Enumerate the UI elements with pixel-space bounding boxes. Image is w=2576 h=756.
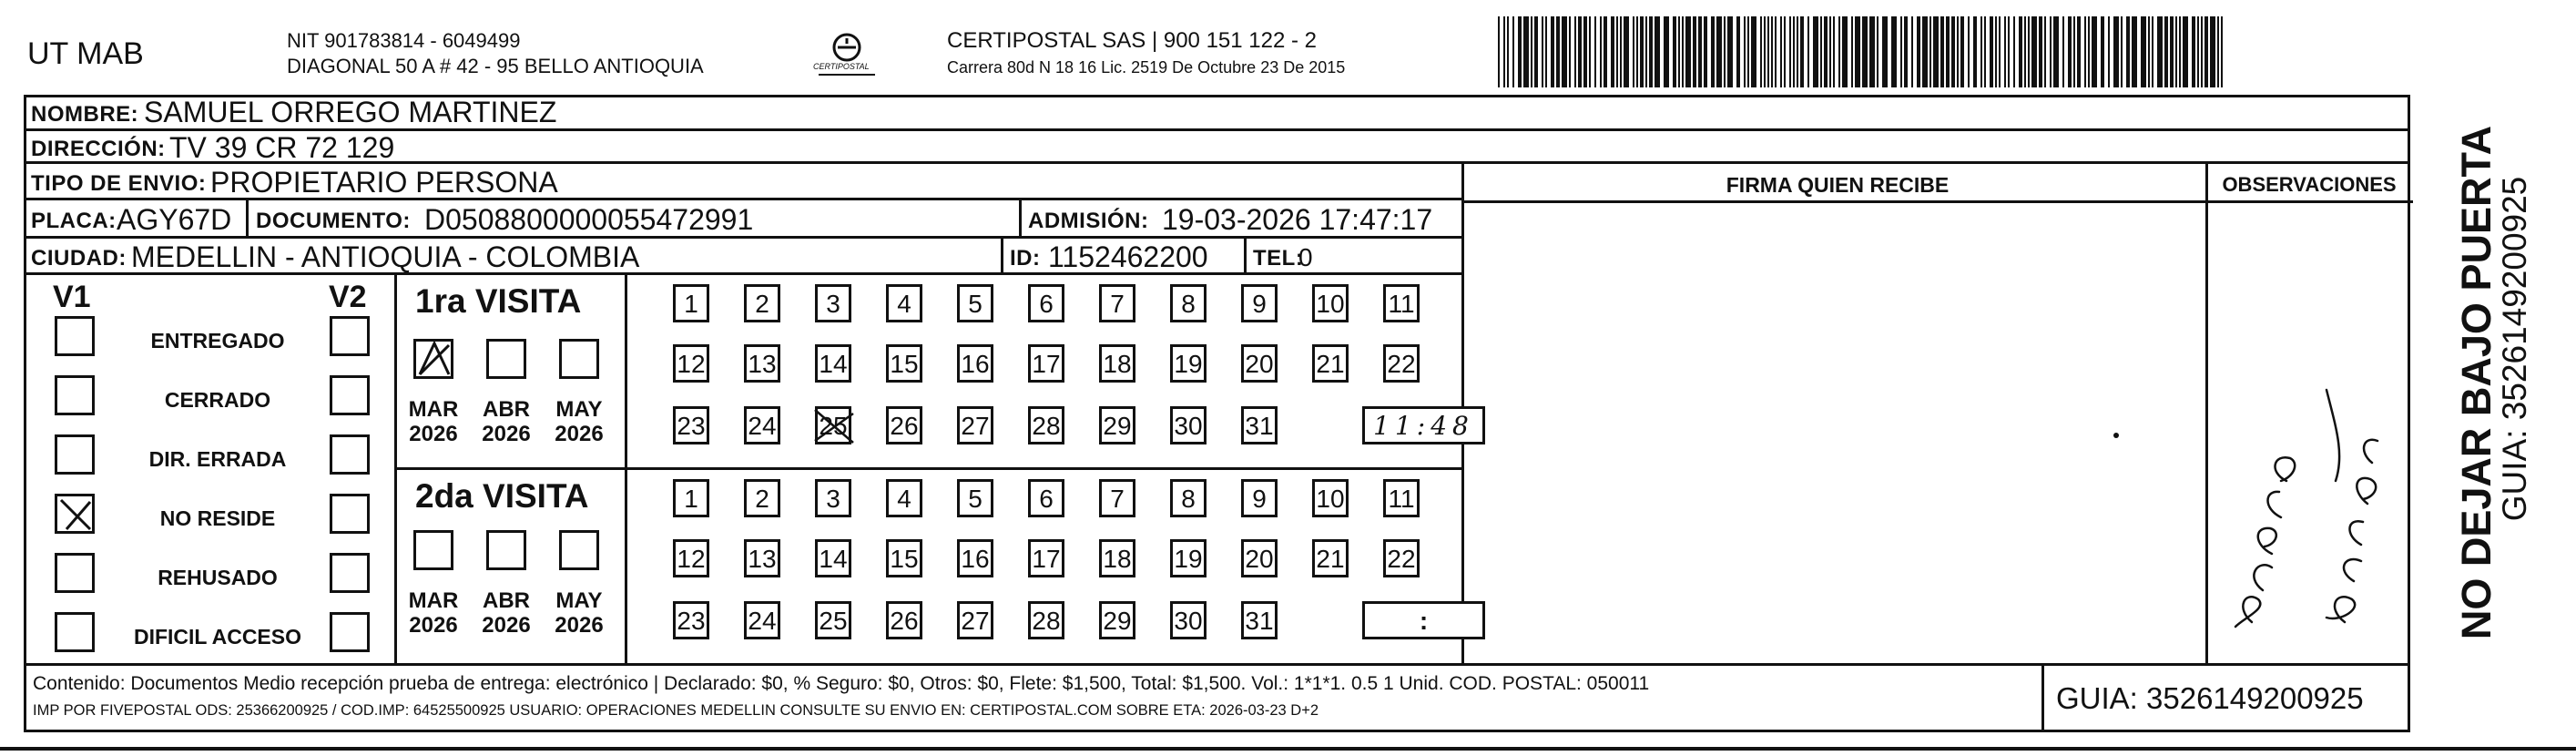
day-box[interactable]: 16 xyxy=(957,344,993,383)
day-box[interactable]: 5 xyxy=(957,284,993,322)
barcode-bar xyxy=(2192,16,2195,87)
sender-name: UT MAB xyxy=(27,36,144,71)
placa-value: AGY67D xyxy=(117,203,232,236)
v1-label: V1 xyxy=(53,280,91,314)
day-box[interactable]: 26 xyxy=(886,406,922,444)
barcode-bar xyxy=(1589,16,1591,87)
day-box[interactable]: 10 xyxy=(1312,479,1349,517)
barcode-bar xyxy=(1556,16,1560,87)
barcode-bar xyxy=(1813,16,1818,87)
day-box[interactable]: 20 xyxy=(1241,539,1278,577)
day-box[interactable]: 21 xyxy=(1312,344,1349,383)
day-box[interactable]: 4 xyxy=(886,284,922,322)
admision-label: ADMISIÓN: xyxy=(1028,209,1149,233)
barcode-bar xyxy=(1891,16,1897,87)
status-option-label: REHUSADO xyxy=(158,566,278,589)
barcode-bar xyxy=(2050,16,2052,87)
barcode-bar xyxy=(1968,16,1970,87)
barcode-bar xyxy=(2039,16,2042,87)
barcode-bar xyxy=(1767,16,1769,87)
barcode-bar xyxy=(1999,16,2001,87)
barcode-bar xyxy=(2108,16,2110,87)
barcode-bar xyxy=(2179,16,2181,87)
footer-guia: GUIA: 3526149200925 xyxy=(2056,681,2364,715)
barcode-bar xyxy=(2175,16,2177,87)
barcode-bar xyxy=(1929,16,1931,87)
barcode-bar xyxy=(1649,16,1653,87)
barcode-bar xyxy=(1838,16,1840,87)
footer-line2: IMP POR FIVEPOSTAL ODS: 25366200925 / COD.IMP: 64525500925 USUARIO: OPERACIONES MEDELLIN CONSULTE SU ENVIO EN: CERTIPOSTAL.COM SOBRE ETA: 2026-03-23 D+2 xyxy=(33,702,1319,719)
barcode-bar xyxy=(1512,16,1514,87)
barcode-bar xyxy=(1855,16,1860,87)
company-name: CERTIPOSTAL SAS | 900 151 122 - 2 xyxy=(947,28,1317,53)
month-checkbox[interactable] xyxy=(413,339,453,379)
barcode-bar xyxy=(1551,16,1554,87)
barcode-bar xyxy=(1678,16,1680,87)
day-box[interactable]: 25 xyxy=(815,601,851,639)
barcode-bar xyxy=(1616,16,1618,87)
sender-nit: NIT 901783814 - 6049499 xyxy=(287,29,521,52)
barcode-bar xyxy=(1716,16,1722,87)
handwritten-signature-icon xyxy=(2208,208,2408,645)
month-label: MAR xyxy=(408,397,459,422)
day-box[interactable]: 3 xyxy=(815,284,851,322)
year-label: 2026 xyxy=(482,613,531,638)
day-box[interactable]: 31 xyxy=(1241,406,1278,444)
day-box[interactable]: 12 xyxy=(673,344,709,383)
barcode-bar xyxy=(2088,16,2090,87)
barcode-bar xyxy=(1523,16,1529,87)
observaciones-divider xyxy=(2208,200,2413,203)
row-tipo xyxy=(24,164,1461,200)
barcode-bar xyxy=(1724,16,1726,87)
direccion-label: DIRECCIÓN: xyxy=(31,137,166,161)
checkmark-icon xyxy=(57,496,94,533)
barcode-bar xyxy=(2024,16,2026,87)
day-box[interactable]: 5 xyxy=(957,479,993,517)
nombre-value: SAMUEL ORREGO MARTINEZ xyxy=(144,96,557,128)
tipo-value: PROPIETARIO PERSONA xyxy=(210,166,558,199)
barcode-bar xyxy=(1747,16,1749,87)
visit-second-divider xyxy=(625,470,627,663)
day-box[interactable]: 22 xyxy=(1383,344,1420,383)
day-box[interactable]: 2 xyxy=(744,284,780,322)
barcode-bar xyxy=(1727,16,1733,87)
barcode-bar xyxy=(1911,16,1913,87)
ciudad-label: CIUDAD: xyxy=(31,246,127,271)
barcode-bar xyxy=(1636,16,1638,87)
barcode-bar xyxy=(1793,16,1795,87)
day-box[interactable]: 28 xyxy=(1028,601,1064,639)
day-box[interactable]: 1 xyxy=(673,284,709,322)
visit-second xyxy=(397,470,1461,663)
day-box[interactable]: 21 xyxy=(1312,539,1349,577)
barcode-bar xyxy=(2053,16,2059,87)
row-nombre xyxy=(24,95,2410,131)
v2-checkbox[interactable] xyxy=(330,553,370,593)
barcode-bar xyxy=(1922,16,1928,87)
month-checkbox[interactable] xyxy=(413,530,453,570)
barcode-bar xyxy=(1633,16,1634,87)
row-direccion xyxy=(24,131,2410,164)
barcode-bar xyxy=(1574,16,1576,87)
day-box[interactable]: 12 xyxy=(673,539,709,577)
v1-checkbox[interactable] xyxy=(55,434,95,475)
day-box[interactable]: 23 xyxy=(673,406,709,444)
day-box[interactable]: 30 xyxy=(1170,601,1207,639)
barcode-bar xyxy=(1640,16,1644,87)
barcode-bar xyxy=(2183,16,2188,87)
barcode-bar xyxy=(1940,16,1944,87)
barcode-bar xyxy=(2019,16,2022,87)
logo-icon xyxy=(806,27,888,82)
tipo-label: TIPO DE ENVIO: xyxy=(31,171,207,196)
day-box[interactable]: 26 xyxy=(886,601,922,639)
month-label: MAY xyxy=(555,588,603,613)
status-option-label: CERRADO xyxy=(164,388,271,412)
barcode-bar xyxy=(1904,16,1908,87)
footer-line1: Contenido: Documentos Medio recepción prueba de entrega: electrónico | Declarado: $0, % Seguro: $0, Otros: $0, Flete: $1,500, Total: $1,500. Vol.: 1*1*1. 0.5 1 Unid. COD. POSTAL: 050011 xyxy=(33,673,1650,694)
status-option-label: ENTREGADO xyxy=(150,329,285,352)
barcode-bar xyxy=(1583,16,1587,87)
barcode-bar xyxy=(2062,16,2064,87)
month-checkbox[interactable] xyxy=(559,339,599,379)
barcode-bar xyxy=(1620,16,1622,87)
barcode-bar xyxy=(2217,16,2219,87)
day-box[interactable]: 6 xyxy=(1028,284,1064,322)
day-box[interactable]: 8 xyxy=(1170,479,1207,517)
v1-checkbox[interactable] xyxy=(55,553,95,593)
v2-checkbox[interactable] xyxy=(330,375,370,415)
barcode-bar xyxy=(2028,16,2030,87)
barcode-bar xyxy=(1594,16,1596,87)
day-box[interactable]: 24 xyxy=(744,406,780,444)
day-box[interactable]: 15 xyxy=(886,539,922,577)
barcode-bar xyxy=(1518,16,1522,87)
barcode-bar xyxy=(1800,16,1804,87)
v1-checkbox[interactable] xyxy=(55,375,95,415)
barcode-bar xyxy=(1503,16,1505,87)
v1-checkbox[interactable] xyxy=(55,612,95,652)
barcode-bar xyxy=(1736,16,1740,87)
day-box[interactable]: 22 xyxy=(1383,539,1420,577)
no-dejar-text: NO DEJAR BAJO PUERTA xyxy=(2453,125,2500,640)
barcode-bar xyxy=(2210,16,2215,87)
barcode-bar xyxy=(1775,16,1777,87)
barcode-bar xyxy=(2148,16,2150,87)
barcode-bar xyxy=(1664,16,1669,87)
barcode-bar xyxy=(2197,16,2199,87)
barcode-bar xyxy=(1704,16,1707,87)
sender-address: DIAGONAL 50 A # 42 - 95 BELLO ANTIOQUIA xyxy=(287,55,704,77)
barcode-bar xyxy=(1995,16,1997,87)
month-checkbox[interactable] xyxy=(486,339,526,379)
v2-label: V2 xyxy=(329,280,367,314)
barcode-bar xyxy=(1820,16,1822,87)
tel-label: TEL: xyxy=(1253,246,1304,271)
day-box[interactable]: 18 xyxy=(1099,344,1135,383)
barcode-bar xyxy=(1869,16,1875,87)
barcode-bar xyxy=(2092,16,2097,87)
day-box[interactable]: 14 xyxy=(815,344,851,383)
year-label: 2026 xyxy=(555,613,604,638)
observaciones-header: OBSERVACIONES xyxy=(2222,173,2397,196)
barcode-bar xyxy=(1990,16,1993,87)
barcode-bar xyxy=(2004,16,2006,87)
barcode-bar xyxy=(1534,16,1538,87)
day-box[interactable]: 30 xyxy=(1170,406,1207,444)
v2-checkbox[interactable] xyxy=(330,434,370,475)
status-option-label: DIFICIL ACCESO xyxy=(133,625,301,649)
day-box[interactable]: 3 xyxy=(815,479,851,517)
barcode-bar xyxy=(1711,16,1715,87)
barcode-bar xyxy=(1655,16,1660,87)
barcode-bar xyxy=(1624,16,1629,87)
barcode-bar xyxy=(2221,16,2223,87)
barcode-bar xyxy=(2084,16,2086,87)
tel-divider xyxy=(1244,239,1247,275)
nombre-label: NOMBRE: xyxy=(31,102,139,127)
barcode xyxy=(1498,16,2226,87)
barcode-bar xyxy=(1980,16,1982,87)
barcode-bar xyxy=(1946,16,1950,87)
barcode-bar xyxy=(2164,16,2168,87)
day-box[interactable]: 6 xyxy=(1028,479,1064,517)
v2-checkbox[interactable] xyxy=(330,316,370,356)
day-box[interactable]: 24 xyxy=(744,601,780,639)
day-box[interactable]: 19 xyxy=(1170,344,1207,383)
barcode-bar xyxy=(1604,16,1607,87)
v1-checkbox[interactable] xyxy=(55,316,95,356)
placa-divider xyxy=(246,200,249,239)
month-label: MAY xyxy=(555,397,603,422)
barcode-bar xyxy=(1498,16,1500,87)
year-label: 2026 xyxy=(409,613,458,638)
barcode-bar xyxy=(1693,16,1696,87)
barcode-bar xyxy=(2113,16,2119,87)
day-box[interactable]: 29 xyxy=(1099,406,1135,444)
barcode-bar xyxy=(1957,16,1959,87)
id-divider xyxy=(1001,239,1003,275)
status-option-label: NO RESIDE xyxy=(159,506,276,530)
barcode-bar xyxy=(1569,16,1571,87)
id-value: 1152462200 xyxy=(1048,240,1208,273)
day-box[interactable]: 29 xyxy=(1099,601,1135,639)
barcode-bar xyxy=(1600,16,1602,87)
barcode-bar xyxy=(1698,16,1702,87)
barcode-bar xyxy=(1673,16,1676,87)
barcode-bar xyxy=(1645,16,1647,87)
day-box[interactable]: 1 xyxy=(673,479,709,517)
barcode-bar xyxy=(1751,16,1756,87)
day-box[interactable]: 8 xyxy=(1170,284,1207,322)
barcode-bar xyxy=(2152,16,2153,87)
barcode-bar xyxy=(1862,16,1868,87)
row-placa xyxy=(24,200,1461,239)
visit-first xyxy=(397,275,1474,470)
barcode-bar xyxy=(1611,16,1614,87)
barcode-bar xyxy=(1797,16,1798,87)
barcode-bar xyxy=(2008,16,2010,87)
barcode-bar xyxy=(1685,16,1691,87)
barcode-bar xyxy=(2126,16,2130,87)
day-box[interactable]: 16 xyxy=(957,539,993,577)
v2-checkbox[interactable] xyxy=(330,612,370,652)
ciudad-value: MEDELLIN - ANTIOQUIA - COLOMBIA xyxy=(131,240,640,273)
visit-first-divider xyxy=(625,275,627,470)
day-box[interactable]: 27 xyxy=(957,601,993,639)
barcode-bar xyxy=(1824,16,1828,87)
barcode-bar xyxy=(1973,16,1977,87)
barcode-bar xyxy=(1682,16,1684,87)
firma-header: FIRMA QUIEN RECIBE xyxy=(1726,173,1950,197)
barcode-bar xyxy=(2101,16,2104,87)
documento-value: D0508800000055472991 xyxy=(424,203,754,236)
side-notice xyxy=(2413,95,2568,641)
checkmark-icon xyxy=(416,342,453,378)
barcode-bar xyxy=(2201,16,2203,87)
tel-value: 0 xyxy=(1298,243,1313,271)
month-label: ABR xyxy=(483,397,530,422)
id-label: ID: xyxy=(1010,246,1041,271)
barcode-bar xyxy=(1784,16,1786,87)
documento-label: DOCUMENTO: xyxy=(256,209,411,233)
barcode-bar xyxy=(2157,16,2163,87)
day-box[interactable]: 13 xyxy=(744,344,780,383)
barcode-bar xyxy=(1900,16,1902,87)
status-option-label: DIR. ERRADA xyxy=(148,447,287,471)
barcode-bar xyxy=(1771,16,1773,87)
month-checkbox[interactable] xyxy=(486,530,526,570)
barcode-bar xyxy=(2170,16,2174,87)
day-box[interactable]: 2 xyxy=(744,479,780,517)
visit-second-title: 2da VISITA xyxy=(415,477,589,515)
day-box[interactable]: 27 xyxy=(957,406,993,444)
year-label: 2026 xyxy=(482,422,531,446)
day-box[interactable]: 20 xyxy=(1241,344,1278,383)
barcode-bar xyxy=(2141,16,2146,87)
barcode-bar xyxy=(2013,16,2015,87)
barcode-bar xyxy=(2077,16,2081,87)
day-box[interactable]: 19 xyxy=(1170,539,1207,577)
year-label: 2026 xyxy=(555,422,604,446)
day-box[interactable]: 7 xyxy=(1099,284,1135,322)
barcode-bar xyxy=(1917,16,1920,87)
visit-first-title: 1ra VISITA xyxy=(415,282,582,320)
barcode-bar xyxy=(1507,16,1509,87)
firma-column xyxy=(1461,164,2208,663)
firma-divider xyxy=(1464,200,2211,203)
barcode-bar xyxy=(1780,16,1782,87)
day-box[interactable]: 9 xyxy=(1241,479,1278,517)
barcode-bar xyxy=(1882,16,1888,87)
barcode-bar xyxy=(1984,16,1986,87)
logo-text: CERTIPOSTAL xyxy=(813,62,870,71)
day-box[interactable]: 15 xyxy=(886,344,922,383)
certipostal-logo xyxy=(806,27,888,82)
direccion-value: TV 39 CR 72 129 xyxy=(169,131,395,164)
barcode-bar xyxy=(2132,16,2137,87)
barcode-bar xyxy=(1933,16,1939,87)
barcode-bar xyxy=(1764,16,1766,87)
observaciones-column xyxy=(2205,164,2410,663)
day-box[interactable]: 17 xyxy=(1028,344,1064,383)
day-box[interactable]: 14 xyxy=(815,539,851,577)
barcode-bar xyxy=(2031,16,2037,87)
barcode-bar xyxy=(2121,16,2123,87)
day-box[interactable]: 11 xyxy=(1383,284,1420,322)
month-label: ABR xyxy=(483,588,530,613)
time-box[interactable]: 11:48 xyxy=(1362,406,1485,444)
barcode-bar xyxy=(1562,16,1567,87)
day-box[interactable]: 23 xyxy=(673,601,709,639)
barcode-bar xyxy=(1829,16,1831,87)
time-box[interactable]: : xyxy=(1362,601,1485,639)
day-box[interactable]: 9 xyxy=(1241,284,1278,322)
v1-checkbox[interactable] xyxy=(55,494,95,534)
day-box[interactable]: 28 xyxy=(1028,406,1064,444)
barcode-bar xyxy=(1807,16,1809,87)
admision-value: 19-03-2026 17:47:17 xyxy=(1162,203,1433,236)
barcode-bar xyxy=(1744,16,1746,87)
status-block xyxy=(24,275,397,663)
row-ciudad xyxy=(24,239,1461,275)
barcode-bar xyxy=(2204,16,2208,87)
barcode-bar xyxy=(1951,16,1955,87)
barcode-bar xyxy=(1531,16,1532,87)
placa-label: PLACA: xyxy=(31,209,117,233)
admision-divider xyxy=(1019,200,1022,239)
barcode-bar xyxy=(1877,16,1879,87)
barcode-bar xyxy=(1833,16,1835,87)
day-box[interactable]: 13 xyxy=(744,539,780,577)
footer-divider xyxy=(2041,666,2044,732)
barcode-bar xyxy=(2044,16,2046,87)
stray-dot xyxy=(2113,433,2119,438)
day-box[interactable]: 4 xyxy=(886,479,922,517)
month-label: MAR xyxy=(408,588,459,613)
barcode-bar xyxy=(1545,16,1547,87)
year-label: 2026 xyxy=(409,422,458,446)
company-address: Carrera 80d N 18 16 Lic. 2519 De Octubre 23 De 2015 xyxy=(947,58,1346,77)
barcode-image xyxy=(1498,16,2226,87)
day-box[interactable]: 18 xyxy=(1099,539,1135,577)
day-box[interactable]: 10 xyxy=(1312,284,1349,322)
footer xyxy=(24,663,2410,732)
day-box[interactable]: 17 xyxy=(1028,539,1064,577)
barcode-bar xyxy=(2073,16,2075,87)
day-box[interactable]: 7 xyxy=(1099,479,1135,517)
day-box[interactable]: 11 xyxy=(1383,479,1420,517)
day-box[interactable]: 31 xyxy=(1241,601,1278,639)
header xyxy=(0,0,2576,96)
barcode-bar xyxy=(1542,16,1543,87)
v2-checkbox[interactable] xyxy=(330,494,370,534)
barcode-bar xyxy=(2068,16,2072,87)
bottom-edge xyxy=(0,747,2576,751)
barcode-bar xyxy=(1842,16,1848,87)
barcode-bar xyxy=(1789,16,1791,87)
barcode-bar xyxy=(1760,16,1762,87)
barcode-bar xyxy=(1851,16,1853,87)
month-checkbox[interactable] xyxy=(559,530,599,570)
side-guia-text: GUIA: 3526149200925 xyxy=(2496,176,2533,522)
day-box[interactable]: 25 xyxy=(815,406,851,444)
barcode-bar xyxy=(1960,16,1964,87)
barcode-bar xyxy=(1578,16,1582,87)
